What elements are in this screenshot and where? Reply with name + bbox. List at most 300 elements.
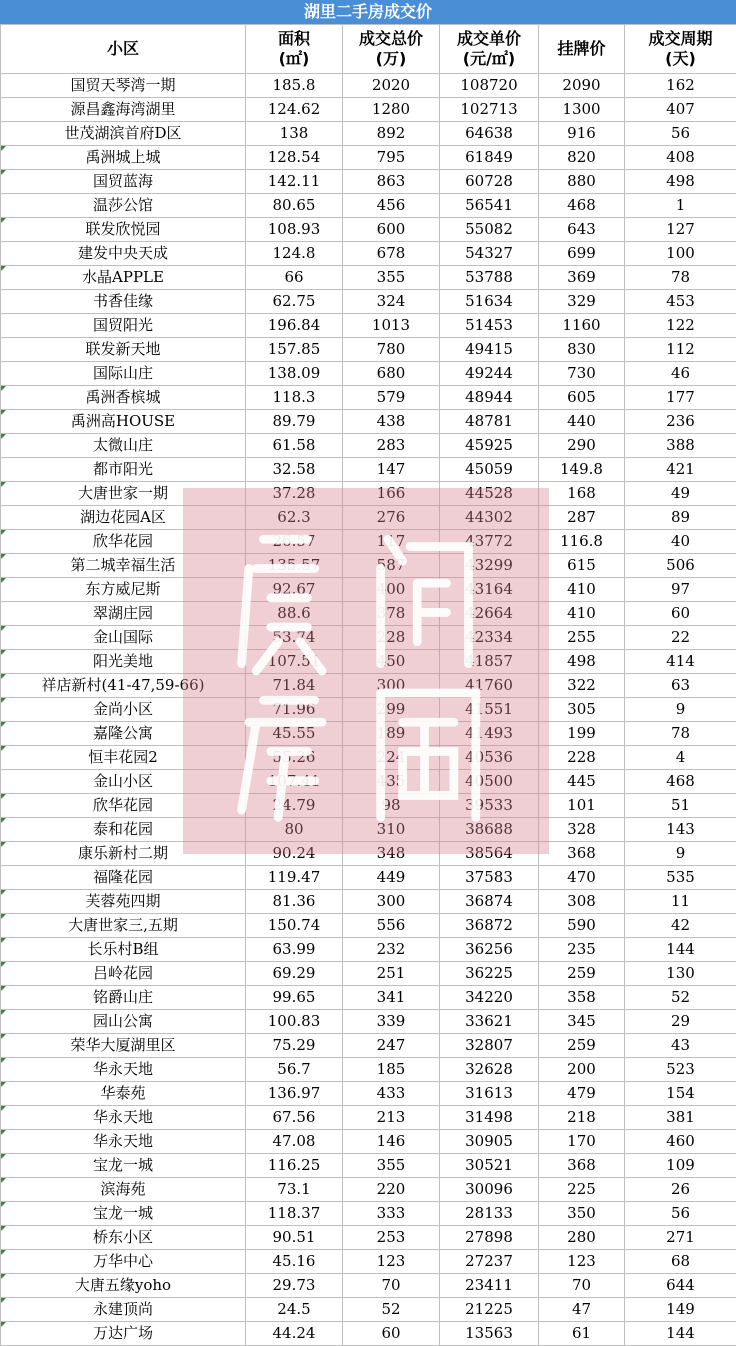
cell-total-price: 228 <box>343 626 440 650</box>
table-row <box>1 914 736 938</box>
cell-area: 119.47 <box>246 866 343 890</box>
cell-total-price: 253 <box>343 1226 440 1250</box>
header-listing-price: 挂牌价 <box>539 25 625 74</box>
cell-marker-icon <box>1 626 6 631</box>
cell-area: 128.54 <box>246 146 343 170</box>
cell-listing-price: 259 <box>539 1034 625 1058</box>
table-row <box>1 362 736 386</box>
table-row <box>1 746 736 770</box>
cell-listing-price: 468 <box>539 194 625 218</box>
cell-marker-icon <box>1 1106 6 1111</box>
cell-total-price: 587 <box>343 554 440 578</box>
cell-unit-price: 21225 <box>440 1298 539 1322</box>
cell-total-price: 456 <box>343 194 440 218</box>
cell-unit-price: 42334 <box>440 626 539 650</box>
table-row <box>1 1034 736 1058</box>
cell-unit-price: 45059 <box>440 458 539 482</box>
cell-cycle: 42 <box>625 914 736 938</box>
cell-total-price: 678 <box>343 242 440 266</box>
table-row <box>1 1250 736 1274</box>
cell-cycle: 468 <box>625 770 736 794</box>
cell-area: 71.96 <box>246 698 343 722</box>
cell-unit-price: 56541 <box>440 194 539 218</box>
cell-community: 永建顶尚 <box>1 1298 246 1322</box>
cell-marker-icon <box>1 1178 6 1183</box>
cell-total-price: 600 <box>343 218 440 242</box>
cell-marker-icon <box>1 1250 6 1255</box>
cell-cycle: 154 <box>625 1082 736 1106</box>
cell-marker-icon <box>1 146 6 151</box>
cell-community: 金尚小区 <box>1 698 246 722</box>
table-row <box>1 842 736 866</box>
cell-total-price: 146 <box>343 1130 440 1154</box>
cell-cycle: 149 <box>625 1298 736 1322</box>
cell-community: 建发中央天成 <box>1 242 246 266</box>
cell-unit-price: 43299 <box>440 554 539 578</box>
cell-listing-price: 168 <box>539 482 625 506</box>
cell-community: 国贸天琴湾一期 <box>1 74 246 98</box>
cell-area: 99.65 <box>246 986 343 1010</box>
cell-area: 80.65 <box>246 194 343 218</box>
cell-marker-icon <box>1 170 6 175</box>
cell-listing-price: 440 <box>539 410 625 434</box>
table-row <box>1 290 736 314</box>
cell-marker-icon <box>1 842 6 847</box>
cell-unit-price: 40500 <box>440 770 539 794</box>
cell-listing-price: 259 <box>539 962 625 986</box>
cell-unit-price: 45925 <box>440 434 539 458</box>
cell-area: 124.62 <box>246 98 343 122</box>
cell-area: 116.25 <box>246 1154 343 1178</box>
cell-listing-price: 101 <box>539 794 625 818</box>
cell-cycle: 56 <box>625 1202 736 1226</box>
cell-total-price: 324 <box>343 290 440 314</box>
header-area: 面积 (㎡) <box>246 25 343 74</box>
cell-total-price: 339 <box>343 1010 440 1034</box>
cell-unit-price: 41760 <box>440 674 539 698</box>
table-row <box>1 74 736 98</box>
cell-marker-icon <box>1 218 6 223</box>
cell-area: 142.11 <box>246 170 343 194</box>
cell-listing-price: 470 <box>539 866 625 890</box>
cell-cycle: 177 <box>625 386 736 410</box>
table-row <box>1 554 736 578</box>
table-row <box>1 578 736 602</box>
cell-listing-price: 605 <box>539 386 625 410</box>
cell-unit-price: 43772 <box>440 530 539 554</box>
cell-listing-price: 410 <box>539 602 625 626</box>
cell-area: 44.24 <box>246 1322 343 1346</box>
cell-marker-icon <box>1 818 6 823</box>
cell-community: 禹洲城上城 <box>1 146 246 170</box>
cell-total-price: 299 <box>343 698 440 722</box>
cell-community: 国贸阳光 <box>1 314 246 338</box>
cell-cycle: 498 <box>625 170 736 194</box>
cell-listing-price: 199 <box>539 722 625 746</box>
cell-cycle: 130 <box>625 962 736 986</box>
cell-total-price: 348 <box>343 842 440 866</box>
cell-community: 联发欣悦园 <box>1 218 246 242</box>
cell-community: 湖边花园A区 <box>1 506 246 530</box>
cell-area: 100.83 <box>246 1010 343 1034</box>
cell-area: 61.58 <box>246 434 343 458</box>
cell-community: 泰和花园 <box>1 818 246 842</box>
cell-cycle: 523 <box>625 1058 736 1082</box>
cell-unit-price: 13563 <box>440 1322 539 1346</box>
table-row <box>1 1082 736 1106</box>
cell-unit-price: 36874 <box>440 890 539 914</box>
table-row <box>1 1298 736 1322</box>
cell-community: 园山公寓 <box>1 1010 246 1034</box>
cell-total-price: 579 <box>343 386 440 410</box>
cell-marker-icon <box>1 1154 6 1159</box>
cell-cycle: 9 <box>625 698 736 722</box>
table-row <box>1 1226 736 1250</box>
cell-marker-icon <box>1 1034 6 1039</box>
cell-area: 62.3 <box>246 506 343 530</box>
cell-area: 150.74 <box>246 914 343 938</box>
cell-unit-price: 30521 <box>440 1154 539 1178</box>
table-row <box>1 698 736 722</box>
cell-cycle: 40 <box>625 530 736 554</box>
table-row <box>1 266 736 290</box>
cell-community: 国际山庄 <box>1 362 246 386</box>
cell-cycle: 97 <box>625 578 736 602</box>
cell-marker-icon <box>1 1298 6 1303</box>
cell-total-price: 892 <box>343 122 440 146</box>
cell-community: 铭爵山庄 <box>1 986 246 1010</box>
cell-marker-icon <box>1 938 6 943</box>
cell-listing-price: 116.8 <box>539 530 625 554</box>
cell-marker-icon <box>1 986 6 991</box>
cell-total-price: 117 <box>343 530 440 554</box>
cell-area: 118.37 <box>246 1202 343 1226</box>
cell-cycle: 144 <box>625 938 736 962</box>
cell-marker-icon <box>1 650 6 655</box>
table-row <box>1 1130 736 1154</box>
table-row <box>1 1274 736 1298</box>
cell-community: 华泰苑 <box>1 1082 246 1106</box>
cell-area: 53.74 <box>246 626 343 650</box>
header-row <box>1 25 736 74</box>
table-row <box>1 674 736 698</box>
header-community: 小区 <box>1 25 246 74</box>
cell-cycle: 4 <box>625 746 736 770</box>
cell-total-price: 680 <box>343 362 440 386</box>
cell-community: 太微山庄 <box>1 434 246 458</box>
table-row <box>1 1010 736 1034</box>
cell-unit-price: 40536 <box>440 746 539 770</box>
cell-unit-price: 43164 <box>440 578 539 602</box>
cell-marker-icon <box>1 410 6 415</box>
cell-marker-icon <box>1 746 6 751</box>
table-row <box>1 146 736 170</box>
cell-unit-price: 28133 <box>440 1202 539 1226</box>
table-row <box>1 434 736 458</box>
cell-listing-price: 280 <box>539 1226 625 1250</box>
cell-community: 祥店新村(41-47,59-66) <box>1 674 246 698</box>
cell-community: 长乐村B组 <box>1 938 246 962</box>
cell-total-price: 232 <box>343 938 440 962</box>
cell-community: 金山小区 <box>1 770 246 794</box>
cell-listing-price: 287 <box>539 506 625 530</box>
cell-total-price: 355 <box>343 1154 440 1178</box>
cell-unit-price: 42664 <box>440 602 539 626</box>
cell-marker-icon <box>1 698 6 703</box>
cell-unit-price: 54327 <box>440 242 539 266</box>
table-row <box>1 890 736 914</box>
cell-unit-price: 31498 <box>440 1106 539 1130</box>
table-row <box>1 218 736 242</box>
table-row <box>1 1178 736 1202</box>
cell-listing-price: 235 <box>539 938 625 962</box>
table-row <box>1 962 736 986</box>
cell-community: 欣华花园 <box>1 530 246 554</box>
transaction-table <box>0 24 736 1346</box>
cell-community: 东方威尼斯 <box>1 578 246 602</box>
cell-listing-price: 47 <box>539 1298 625 1322</box>
cell-total-price: 2020 <box>343 74 440 98</box>
cell-area: 32.58 <box>246 458 343 482</box>
cell-listing-price: 350 <box>539 1202 625 1226</box>
cell-total-price: 185 <box>343 1058 440 1082</box>
cell-unit-price: 55082 <box>440 218 539 242</box>
cell-cycle: 388 <box>625 434 736 458</box>
cell-listing-price: 255 <box>539 626 625 650</box>
cell-cycle: 506 <box>625 554 736 578</box>
cell-cycle: 408 <box>625 146 736 170</box>
cell-cycle: 271 <box>625 1226 736 1250</box>
cell-community: 吕岭花园 <box>1 962 246 986</box>
cell-listing-price: 218 <box>539 1106 625 1130</box>
cell-cycle: 127 <box>625 218 736 242</box>
cell-area: 24.5 <box>246 1298 343 1322</box>
table-row <box>1 1106 736 1130</box>
cell-unit-price: 32807 <box>440 1034 539 1058</box>
cell-marker-icon <box>1 1274 6 1279</box>
table-row <box>1 650 736 674</box>
cell-unit-price: 36225 <box>440 962 539 986</box>
cell-community: 万达广场 <box>1 1322 246 1346</box>
cell-unit-price: 44302 <box>440 506 539 530</box>
cell-unit-price: 48781 <box>440 410 539 434</box>
cell-total-price: 220 <box>343 1178 440 1202</box>
table-row <box>1 530 736 554</box>
table-row <box>1 722 736 746</box>
cell-unit-price: 27237 <box>440 1250 539 1274</box>
table-row <box>1 170 736 194</box>
cell-marker-icon <box>1 1058 6 1063</box>
cell-total-price: 780 <box>343 338 440 362</box>
cell-cycle: 9 <box>625 842 736 866</box>
cell-total-price: 70 <box>343 1274 440 1298</box>
cell-total-price: 213 <box>343 1106 440 1130</box>
cell-community: 大唐世家三,五期 <box>1 914 246 938</box>
cell-community: 国贸蓝海 <box>1 170 246 194</box>
cell-community: 阳光美地 <box>1 650 246 674</box>
cell-cycle: 414 <box>625 650 736 674</box>
cell-listing-price: 643 <box>539 218 625 242</box>
cell-marker-icon <box>1 794 6 799</box>
cell-total-price: 556 <box>343 914 440 938</box>
cell-listing-price: 368 <box>539 842 625 866</box>
cell-community: 翠湖庄园 <box>1 602 246 626</box>
cell-marker-icon <box>1 722 6 727</box>
cell-listing-price: 322 <box>539 674 625 698</box>
cell-area: 89.79 <box>246 410 343 434</box>
cell-total-price: 60 <box>343 1322 440 1346</box>
cell-community: 滨海苑 <box>1 1178 246 1202</box>
cell-community: 荣华大厦湖里区 <box>1 1034 246 1058</box>
cell-listing-price: 358 <box>539 986 625 1010</box>
cell-marker-icon <box>1 1010 6 1015</box>
cell-cycle: 51 <box>625 794 736 818</box>
cell-cycle: 109 <box>625 1154 736 1178</box>
cell-area: 75.29 <box>246 1034 343 1058</box>
cell-marker-icon <box>1 434 6 439</box>
cell-area: 196.84 <box>246 314 343 338</box>
cell-total-price: 450 <box>343 650 440 674</box>
table-row <box>1 458 736 482</box>
cell-unit-price: 48944 <box>440 386 539 410</box>
table-title: 湖里二手房成交价 <box>0 0 736 24</box>
cell-listing-price: 498 <box>539 650 625 674</box>
cell-unit-price: 30905 <box>440 1130 539 1154</box>
cell-total-price: 355 <box>343 266 440 290</box>
cell-cycle: 49 <box>625 482 736 506</box>
table-row <box>1 1154 736 1178</box>
cell-cycle: 644 <box>625 1274 736 1298</box>
cell-area: 92.67 <box>246 578 343 602</box>
cell-cycle: 29 <box>625 1010 736 1034</box>
cell-area: 90.24 <box>246 842 343 866</box>
cell-area: 135.57 <box>246 554 343 578</box>
cell-total-price: 863 <box>343 170 440 194</box>
cell-listing-price: 345 <box>539 1010 625 1034</box>
cell-unit-price: 61849 <box>440 146 539 170</box>
cell-unit-price: 37583 <box>440 866 539 890</box>
cell-unit-price: 31613 <box>440 1082 539 1106</box>
cell-listing-price: 170 <box>539 1130 625 1154</box>
cell-total-price: 433 <box>343 1082 440 1106</box>
cell-community: 万华中心 <box>1 1250 246 1274</box>
cell-listing-price: 70 <box>539 1274 625 1298</box>
cell-community: 福隆花园 <box>1 866 246 890</box>
cell-total-price: 247 <box>343 1034 440 1058</box>
cell-unit-price: 36872 <box>440 914 539 938</box>
cell-total-price: 300 <box>343 890 440 914</box>
cell-area: 67.56 <box>246 1106 343 1130</box>
table-row <box>1 506 736 530</box>
cell-total-price: 341 <box>343 986 440 1010</box>
cell-marker-icon <box>1 674 6 679</box>
cell-cycle: 26 <box>625 1178 736 1202</box>
cell-community: 大唐世家一期 <box>1 482 246 506</box>
cell-total-price: 276 <box>343 506 440 530</box>
cell-cycle: 52 <box>625 986 736 1010</box>
table-row <box>1 242 736 266</box>
cell-cycle: 535 <box>625 866 736 890</box>
cell-area: 69.29 <box>246 962 343 986</box>
cell-marker-icon <box>1 266 6 271</box>
cell-total-price: 147 <box>343 458 440 482</box>
cell-listing-price: 1160 <box>539 314 625 338</box>
cell-unit-price: 49244 <box>440 362 539 386</box>
cell-area: 107.51 <box>246 650 343 674</box>
table-row <box>1 602 736 626</box>
cell-area: 90.51 <box>246 1226 343 1250</box>
table-row <box>1 818 736 842</box>
cell-unit-price: 60728 <box>440 170 539 194</box>
cell-cycle: 22 <box>625 626 736 650</box>
cell-total-price: 333 <box>343 1202 440 1226</box>
cell-total-price: 1013 <box>343 314 440 338</box>
cell-area: 108.93 <box>246 218 343 242</box>
cell-area: 26.57 <box>246 530 343 554</box>
cell-cycle: 236 <box>625 410 736 434</box>
cell-marker-icon <box>1 482 6 487</box>
cell-area: 124.8 <box>246 242 343 266</box>
cell-area: 62.75 <box>246 290 343 314</box>
cell-community: 禹洲高HOUSE <box>1 410 246 434</box>
cell-area: 45.16 <box>246 1250 343 1274</box>
cell-cycle: 381 <box>625 1106 736 1130</box>
cell-area: 37.28 <box>246 482 343 506</box>
cell-cycle: 63 <box>625 674 736 698</box>
cell-area: 80 <box>246 818 343 842</box>
cell-total-price: 1280 <box>343 98 440 122</box>
cell-marker-icon <box>1 914 6 919</box>
cell-total-price: 123 <box>343 1250 440 1274</box>
cell-listing-price: 329 <box>539 290 625 314</box>
cell-listing-price: 410 <box>539 578 625 602</box>
cell-cycle: 407 <box>625 98 736 122</box>
table-row <box>1 410 736 434</box>
cell-listing-price: 730 <box>539 362 625 386</box>
cell-community: 康乐新村二期 <box>1 842 246 866</box>
cell-unit-price: 102713 <box>440 98 539 122</box>
cell-unit-price: 34220 <box>440 986 539 1010</box>
cell-listing-price: 880 <box>539 170 625 194</box>
cell-cycle: 421 <box>625 458 736 482</box>
cell-area: 55.26 <box>246 746 343 770</box>
header-unit-price: 成交单价 (元/㎡) <box>440 25 539 74</box>
cell-cycle: 453 <box>625 290 736 314</box>
cell-listing-price: 590 <box>539 914 625 938</box>
cell-marker-icon <box>1 386 6 391</box>
cell-area: 157.85 <box>246 338 343 362</box>
cell-unit-price: 39533 <box>440 794 539 818</box>
cell-cycle: 43 <box>625 1034 736 1058</box>
cell-community: 世茂湖滨首府D区 <box>1 122 246 146</box>
cell-community: 华永天地 <box>1 1130 246 1154</box>
cell-unit-price: 38688 <box>440 818 539 842</box>
cell-listing-price: 445 <box>539 770 625 794</box>
cell-cycle: 56 <box>625 122 736 146</box>
cell-area: 138 <box>246 122 343 146</box>
cell-community: 源昌鑫海湾湖里 <box>1 98 246 122</box>
cell-unit-price: 108720 <box>440 74 539 98</box>
cell-community: 芙蓉苑四期 <box>1 890 246 914</box>
cell-community: 桥东小区 <box>1 1226 246 1250</box>
cell-area: 107.41 <box>246 770 343 794</box>
table-row <box>1 386 736 410</box>
cell-area: 71.84 <box>246 674 343 698</box>
cell-community: 温莎公馆 <box>1 194 246 218</box>
cell-listing-price: 149.8 <box>539 458 625 482</box>
cell-marker-icon <box>1 530 6 535</box>
cell-unit-price: 64638 <box>440 122 539 146</box>
